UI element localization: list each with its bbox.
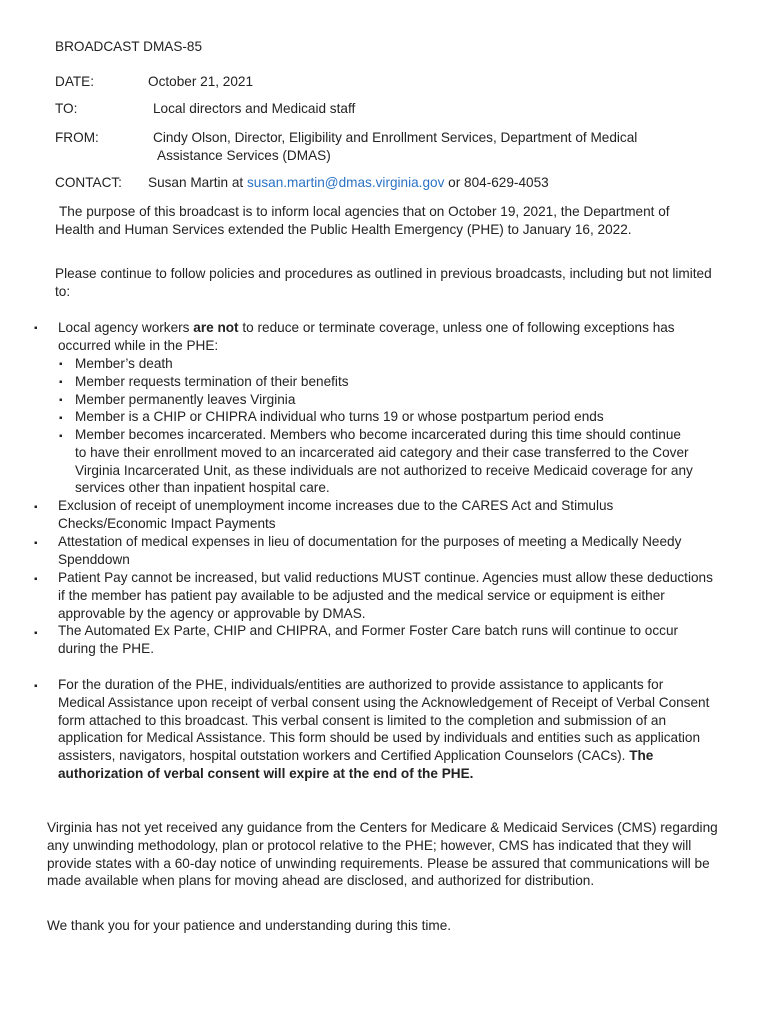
broadcast-title: BROADCAST DMAS-85 bbox=[55, 39, 203, 54]
date-label: DATE: bbox=[55, 74, 95, 89]
from-value-line2: Assistance Services (DMAS) bbox=[157, 148, 331, 163]
bullet-item-coverage: Local agency workers are not to reduce or terminate coverage, unless one of following exceptions has occurred while in the PHE: bbox=[58, 320, 675, 353]
contact-label: CONTACT: bbox=[55, 175, 122, 190]
bullet-marker: ▪ bbox=[34, 681, 38, 692]
from-value-line1: Cindy Olson, Director, Eligibility and Enrollment Services, Department of Medical bbox=[153, 130, 638, 145]
bullet-item-verbal-consent: For the duration of the PHE, individuals/entities are authorized to provide assistance to applicants for Medical Assistance upon receipt of verbal consent using the Acknowledgement of Receipt of Verbal Consent form attached to this broadcast. This verbal consent is limited to the completion and submission of an application for Medical Assistance. This form should be used by individuals and entities such as application assisters, navigators, hospital outstation workers and Certified Application Counselors (CACs). The authorization of verbal consent will expire at the end of the PHE. bbox=[58, 677, 710, 781]
sub-bullet-marker: ▪ bbox=[59, 395, 63, 406]
bullet-item-medical-expenses: Attestation of medical expenses in lieu of documentation for the purposes of meeting a Medically Needy Spenddown bbox=[58, 534, 682, 567]
sub-item-chip: Member is a CHIP or CHIPRA individual who turns 19 or whose postpartum period ends bbox=[75, 409, 604, 424]
to-value: Local directors and Medicaid staff bbox=[153, 101, 356, 116]
sub-item-leaves-virginia: Member permanently leaves Virginia bbox=[75, 392, 296, 407]
emphasis-are-not: are not bbox=[193, 320, 239, 335]
bullet-marker: ▪ bbox=[34, 574, 38, 585]
date-value: October 21, 2021 bbox=[148, 74, 254, 89]
sub-item-incarcerated: Member becomes incarcerated. Members who become incarcerated during this time should continue to have their enrollment moved to an incarcerated aid category and their case transferred to the Cover Virginia Incarcerated Unit, as these individuals are not authorized to receive Medicaid coverage for any services other than inpatient hospital care. bbox=[75, 427, 693, 496]
bullet-item-unemployment: Exclusion of receipt of unemployment income increases due to the CARES Act and Stimulus Checks/Economic Impact Payments bbox=[58, 498, 614, 531]
sub-item-death: Member’s death bbox=[75, 356, 173, 371]
from-label: FROM: bbox=[55, 130, 99, 145]
bullet-marker: ▪ bbox=[34, 628, 38, 639]
thanks-paragraph: We thank you for your patience and understanding during this time. bbox=[47, 918, 452, 933]
intro-paragraph: The purpose of this broadcast is to inform local agencies that on October 19, 2021, the Department of Health and Human Services extended the Public Health Emergency (PHE) to January 16, 2022. bbox=[55, 204, 670, 237]
sub-bullet-marker: ▪ bbox=[59, 413, 63, 424]
to-label: TO: bbox=[55, 101, 78, 116]
continue-paragraph: Please continue to follow policies and procedures as outlined in previous broadcasts, including but not limited to: bbox=[55, 266, 712, 299]
contact-name: Susan Martin at bbox=[148, 175, 244, 190]
bullet-marker: ▪ bbox=[34, 538, 38, 549]
bullet-marker: ▪ bbox=[34, 323, 38, 334]
emphasis-consent-expiry: The authorization of verbal consent will expire at the end of the PHE. bbox=[58, 748, 654, 781]
sub-bullet-marker: ▪ bbox=[59, 359, 63, 370]
contact-value bbox=[148, 174, 549, 192]
sub-item-termination: Member requests termination of their benefits bbox=[75, 374, 349, 389]
contact-phone: or 804-629-4053 bbox=[448, 175, 549, 190]
contact-email-link[interactable]: susan.martin@dmas.virginia.gov bbox=[246, 175, 445, 190]
sub-bullet-marker: ▪ bbox=[59, 431, 63, 442]
cms-paragraph: Virginia has not yet received any guidance from the Centers for Medicare & Medicaid Services (CMS) regarding any unwinding methodology, plan or protocol relative to the PHE; however, CMS has indicated that they will provide states with a 60-day notice of unwinding requirements. Please be assured that communications will be made available when plans for moving ahead are disclosed, and authorized for distribution. bbox=[47, 820, 718, 889]
bullet-item-patient-pay: Patient Pay cannot be increased, but valid reductions MUST continue. Agencies must allow these deductions if the member has patient pay available to be adjusted and the medical service or equipment is either approvable by the agency or approvable by DMAS. bbox=[58, 570, 713, 621]
sub-bullet-marker: ▪ bbox=[59, 377, 63, 388]
bullet-item-batch-runs: The Automated Ex Parte, CHIP and CHIPRA, and Former Foster Care batch runs will continue to occur during the PHE. bbox=[58, 623, 679, 656]
bullet-marker: ▪ bbox=[34, 502, 38, 513]
